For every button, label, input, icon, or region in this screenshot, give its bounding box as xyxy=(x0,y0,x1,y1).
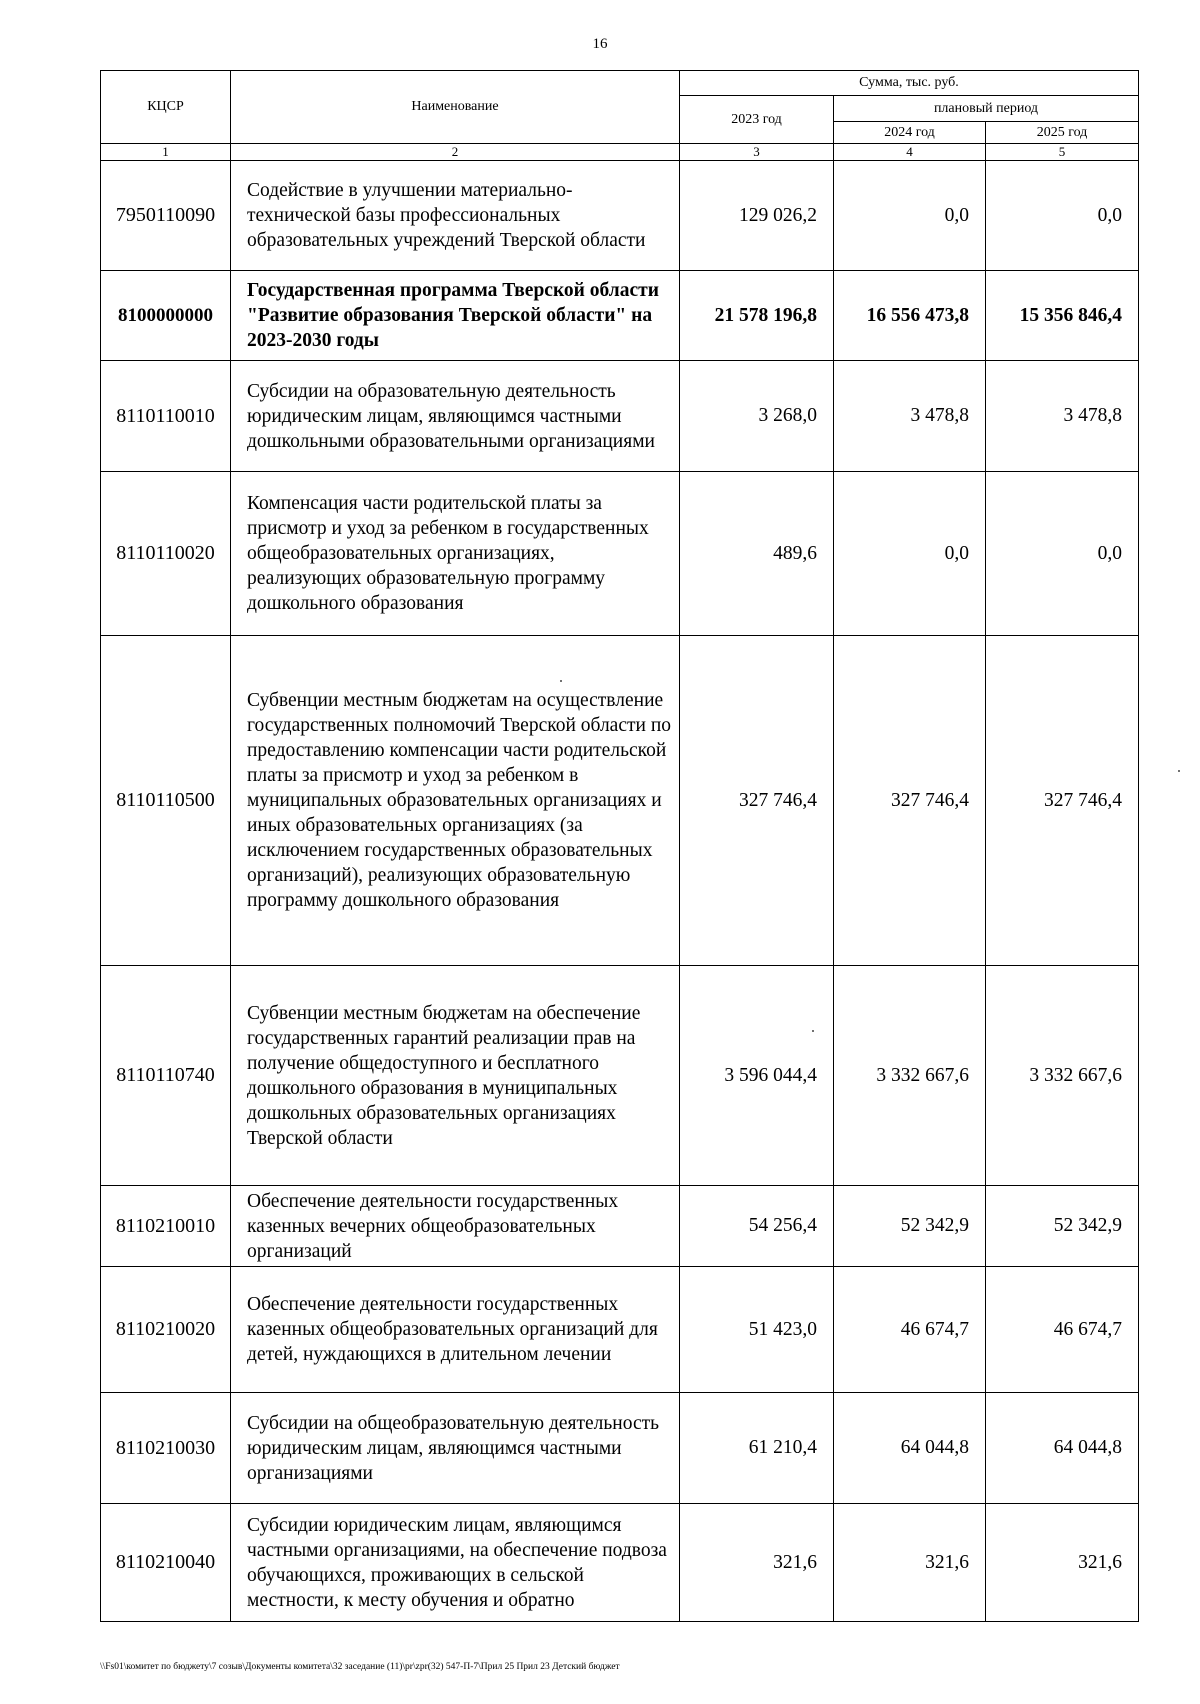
header-2023: 2023 год xyxy=(680,96,834,144)
row-code: 8110110010 xyxy=(101,361,231,472)
table-row xyxy=(101,1267,1139,1393)
row-value-2024: 321,6 xyxy=(834,1504,986,1622)
row-value-2024: 64 044,8 xyxy=(834,1393,986,1504)
table-row xyxy=(101,271,1139,361)
table-row xyxy=(101,472,1139,636)
row-value-2023: 489,6 xyxy=(680,472,834,636)
row-code: 8110110740 xyxy=(101,966,231,1186)
header-planned-period: плановый период xyxy=(834,96,1139,122)
row-value-2025: 327 746,4 xyxy=(986,636,1139,966)
row-value-2024: 46 674,7 xyxy=(834,1267,986,1393)
column-number: 5 xyxy=(986,144,1139,161)
row-name: Субсидии на общеобразовательную деятельность юридическим лицам, являющимся частными организациями xyxy=(231,1393,680,1504)
row-value-2023: 3 268,0 xyxy=(680,361,834,472)
row-code: 8110210040 xyxy=(101,1504,231,1622)
row-name: Содействие в улучшении материально-технической базы профессиональных образовательных учреждений Тверской области xyxy=(231,161,680,271)
row-name: Субвенции местным бюджетам на обеспечение государственных гарантий реализации прав на получение общедоступного и бесплатного дошкольного образования в муниципальных дошкольных образовательных организациях Тверской области xyxy=(231,966,680,1186)
row-name: Субсидии юридическим лицам, являющимся частными организациями, на обеспечение подвоза обучающихся, проживающих в сельской местности, к месту обучения и обратно xyxy=(231,1504,680,1622)
scan-speck xyxy=(812,1030,814,1032)
row-value-2024: 0,0 xyxy=(834,161,986,271)
row-value-2024: 0,0 xyxy=(834,472,986,636)
row-name: Субсидии на образовательную деятельность юридическим лицам, являющимся частными дошкольными образовательными организациями xyxy=(231,361,680,472)
header-2025: 2025 год xyxy=(986,122,1139,144)
row-value-2025: 0,0 xyxy=(986,472,1139,636)
row-name: Государственная программа Тверской области "Развитие образования Тверской области" на 2023-2030 годы xyxy=(231,271,680,361)
row-value-2025: 0,0 xyxy=(986,161,1139,271)
row-code: 8110110500 xyxy=(101,636,231,966)
scan-speck xyxy=(560,680,562,682)
table-row xyxy=(101,161,1139,271)
row-value-2025: 52 342,9 xyxy=(986,1186,1139,1267)
row-name: Обеспечение деятельности государственных казенных вечерних общеобразовательных организаций xyxy=(231,1186,680,1267)
row-code: 8110210010 xyxy=(101,1186,231,1267)
row-name: Субвенции местным бюджетам на осуществление государственных полномочий Тверской области по предоставлению компенсации части родительской платы за присмотр и уход за ребенком в муниципальных образовательных организациях и иных образовательных организациях (за исключением государственных образовательных организаций), реализующих образовательную программу дошкольного образования xyxy=(231,636,680,966)
column-number: 2 xyxy=(231,144,680,161)
row-value-2023: 54 256,4 xyxy=(680,1186,834,1267)
row-value-2023: 129 026,2 xyxy=(680,161,834,271)
header-name: Наименование xyxy=(231,71,680,144)
row-code: 8110210030 xyxy=(101,1393,231,1504)
row-value-2024: 52 342,9 xyxy=(834,1186,986,1267)
row-value-2025: 15 356 846,4 xyxy=(986,271,1139,361)
row-value-2023: 51 423,0 xyxy=(680,1267,834,1393)
table-row xyxy=(101,636,1139,966)
column-number: 4 xyxy=(834,144,986,161)
budget-table xyxy=(100,70,1139,1622)
column-number: 3 xyxy=(680,144,834,161)
table-row xyxy=(101,1186,1139,1267)
row-code: 8100000000 xyxy=(101,271,231,361)
header-code: КЦСР xyxy=(101,71,231,144)
row-value-2025: 46 674,7 xyxy=(986,1267,1139,1393)
row-value-2024: 3 332 667,6 xyxy=(834,966,986,1186)
footer-file-path: \\Fs01\комитет по бюджету\7 созыв\Документы комитета\32 заседание (11)\pr\zpr(32) 547-П-7\Прил 25 Прил 23 Детский бюджет xyxy=(100,1662,620,1672)
row-value-2023: 3 596 044,4 xyxy=(680,966,834,1186)
row-name: Компенсация части родительской платы за присмотр и уход за ребенком в государственных общеобразовательных организациях, реализующих образовательную программу дошкольного образования xyxy=(231,472,680,636)
row-code: 8110110020 xyxy=(101,472,231,636)
row-value-2025: 64 044,8 xyxy=(986,1393,1139,1504)
row-code: 7950110090 xyxy=(101,161,231,271)
header-sum: Сумма, тыс. руб. xyxy=(680,71,1139,96)
header-2024: 2024 год xyxy=(834,122,986,144)
column-number: 1 xyxy=(101,144,231,161)
row-value-2025: 321,6 xyxy=(986,1504,1139,1622)
row-value-2023: 321,6 xyxy=(680,1504,834,1622)
scan-speck xyxy=(1178,770,1180,772)
row-name: Обеспечение деятельности государственных казенных общеобразовательных организаций для детей, нуждающихся в длительном лечении xyxy=(231,1267,680,1393)
row-value-2023: 61 210,4 xyxy=(680,1393,834,1504)
row-code: 8110210020 xyxy=(101,1267,231,1393)
table-row xyxy=(101,966,1139,1186)
row-value-2025: 3 332 667,6 xyxy=(986,966,1139,1186)
page-number: 16 xyxy=(592,36,608,52)
table-row xyxy=(101,361,1139,472)
row-value-2024: 327 746,4 xyxy=(834,636,986,966)
row-value-2024: 16 556 473,8 xyxy=(834,271,986,361)
table-row xyxy=(101,1504,1139,1622)
row-value-2023: 327 746,4 xyxy=(680,636,834,966)
row-value-2025: 3 478,8 xyxy=(986,361,1139,472)
row-value-2024: 3 478,8 xyxy=(834,361,986,472)
table-row xyxy=(101,1393,1139,1504)
row-value-2023: 21 578 196,8 xyxy=(680,271,834,361)
